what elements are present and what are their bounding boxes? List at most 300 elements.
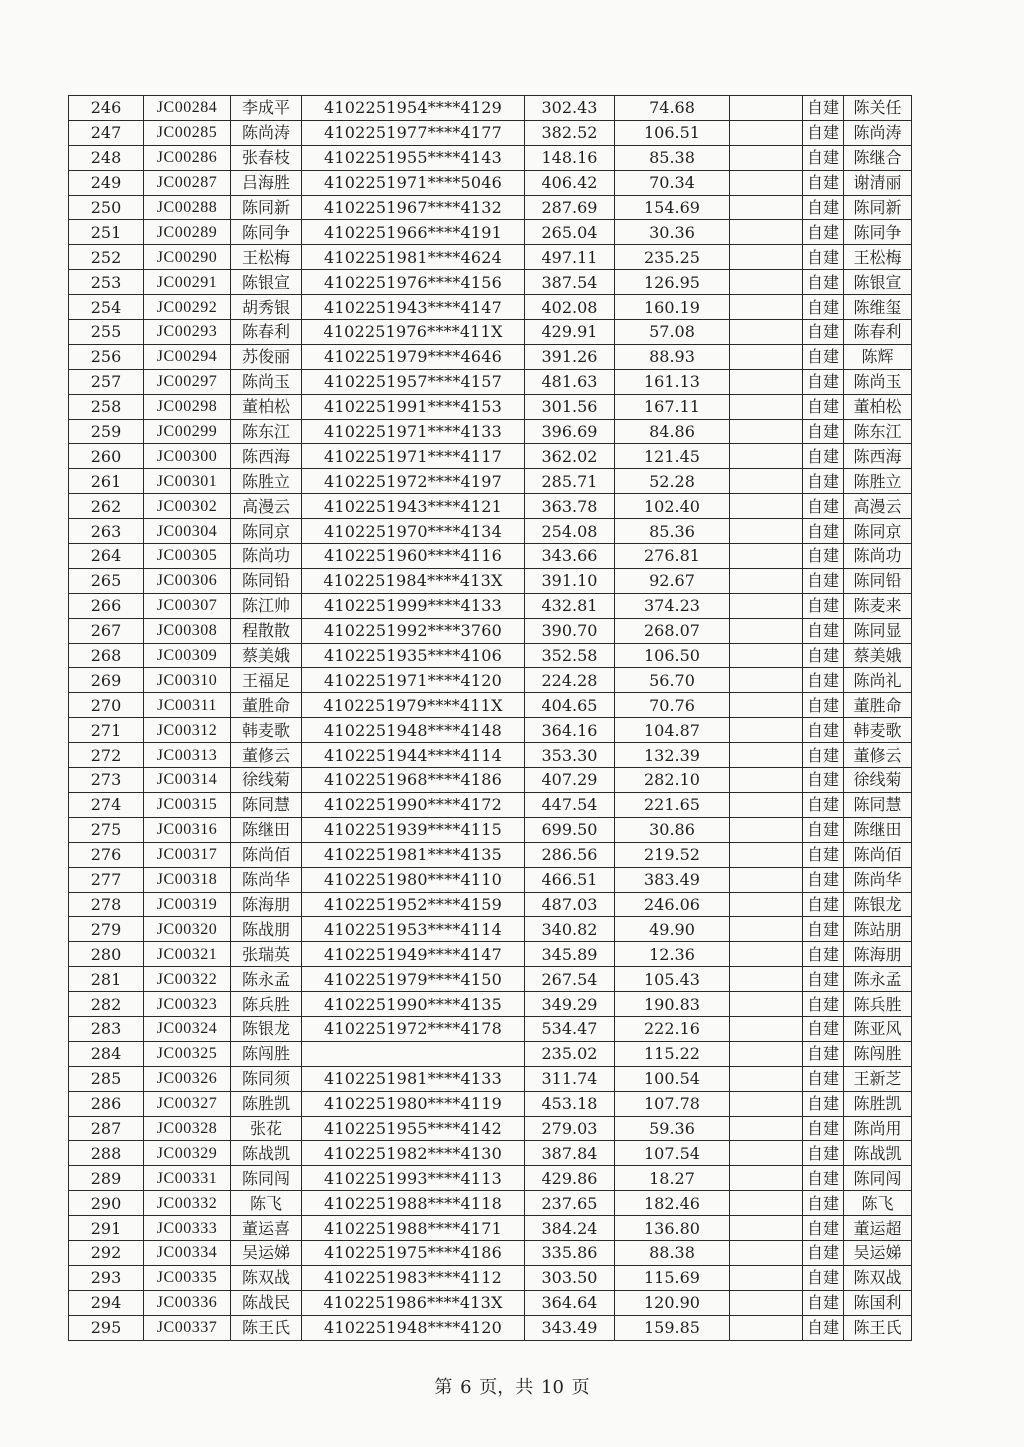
cell-area-2: 49.90 (615, 917, 730, 942)
cell-seq: 253 (69, 270, 144, 295)
cell-name: 陈西海 (231, 444, 302, 469)
cell-area-2: 70.76 (615, 693, 730, 718)
table-row (69, 270, 912, 295)
cell-seq: 259 (69, 419, 144, 444)
cell-name: 陈双战 (231, 1265, 302, 1290)
cell-owner: 董修云 (844, 743, 912, 768)
cell-name: 陈尚佰 (231, 842, 302, 867)
cell-owner: 陈同新 (844, 195, 912, 220)
cell-build-type: 自建 (803, 917, 844, 942)
cell-id-number: 4102251988****4118 (302, 1191, 525, 1216)
cell-code: JC00292 (144, 295, 231, 320)
cell-area-2: 121.45 (615, 444, 730, 469)
cell-name: 董柏松 (231, 394, 302, 419)
cell-area-1: 279.03 (525, 1116, 615, 1141)
cell-name: 高漫云 (231, 494, 302, 519)
cell-name: 陈尚华 (231, 867, 302, 892)
cell-code: JC00298 (144, 394, 231, 419)
cell-blank (730, 817, 803, 842)
cell-seq: 272 (69, 743, 144, 768)
table-row (69, 220, 912, 245)
cell-owner: 陈飞 (844, 1191, 912, 1216)
cell-blank (730, 1315, 803, 1340)
cell-area-2: 154.69 (615, 195, 730, 220)
cell-blank (730, 743, 803, 768)
cell-code: JC00290 (144, 245, 231, 270)
cell-build-type: 自建 (803, 1116, 844, 1141)
cell-owner: 陈王氏 (844, 1315, 912, 1340)
cell-name: 陈银龙 (231, 1016, 302, 1041)
cell-seq: 250 (69, 195, 144, 220)
cell-code: JC00317 (144, 842, 231, 867)
cell-owner: 董胜命 (844, 693, 912, 718)
cell-owner: 陈胜立 (844, 469, 912, 494)
cell-area-2: 74.68 (615, 96, 730, 121)
cell-name: 陈胜凯 (231, 1091, 302, 1116)
cell-name: 陈东江 (231, 419, 302, 444)
cell-owner: 董运超 (844, 1216, 912, 1241)
cell-id-number: 4102251993****4113 (302, 1166, 525, 1191)
cell-blank (730, 768, 803, 793)
table-row (69, 145, 912, 170)
cell-blank (730, 693, 803, 718)
cell-name: 徐线菊 (231, 768, 302, 793)
table-row (69, 593, 912, 618)
cell-owner: 陈胜凯 (844, 1091, 912, 1116)
cell-build-type: 自建 (803, 718, 844, 743)
cell-name: 董修云 (231, 743, 302, 768)
cell-seq: 277 (69, 867, 144, 892)
cell-area-1: 265.04 (525, 220, 615, 245)
cell-area-2: 161.13 (615, 369, 730, 394)
cell-code: JC00312 (144, 718, 231, 743)
cell-area-2: 52.28 (615, 469, 730, 494)
cell-code: JC00327 (144, 1091, 231, 1116)
cell-seq: 260 (69, 444, 144, 469)
cell-code: JC00329 (144, 1141, 231, 1166)
cell-area-2: 282.10 (615, 768, 730, 793)
table-row (69, 444, 912, 469)
cell-area-2: 12.36 (615, 942, 730, 967)
cell-area-1: 384.24 (525, 1216, 615, 1241)
cell-area-1: 481.63 (525, 369, 615, 394)
cell-area-2: 56.70 (615, 668, 730, 693)
cell-area-2: 374.23 (615, 593, 730, 618)
cell-code: JC00324 (144, 1016, 231, 1041)
cell-name: 韩麦歌 (231, 718, 302, 743)
cell-area-1: 447.54 (525, 792, 615, 817)
table-row (69, 320, 912, 345)
cell-code: JC00302 (144, 494, 231, 519)
cell-seq: 264 (69, 544, 144, 569)
cell-owner: 王松梅 (844, 245, 912, 270)
cell-area-1: 382.52 (525, 120, 615, 145)
cell-build-type: 自建 (803, 568, 844, 593)
table-row (69, 643, 912, 668)
table-row (69, 1166, 912, 1191)
cell-owner: 陈尚华 (844, 867, 912, 892)
cell-name: 陈同新 (231, 195, 302, 220)
register-table-body (69, 96, 912, 1341)
cell-code: JC00322 (144, 967, 231, 992)
cell-id-number: 4102251981****4624 (302, 245, 525, 270)
cell-blank (730, 519, 803, 544)
cell-code: JC00308 (144, 618, 231, 643)
cell-blank (730, 643, 803, 668)
cell-id-number: 4102251952****4159 (302, 892, 525, 917)
cell-area-2: 115.69 (615, 1265, 730, 1290)
cell-id-number: 4102251979****411X (302, 693, 525, 718)
cell-build-type: 自建 (803, 96, 844, 121)
register-table (68, 95, 912, 1341)
cell-owner: 陈关任 (844, 96, 912, 121)
cell-owner: 王新芝 (844, 1066, 912, 1091)
cell-owner: 陈同慧 (844, 792, 912, 817)
cell-id-number: 4102251935****4106 (302, 643, 525, 668)
cell-id-number: 4102251967****4132 (302, 195, 525, 220)
cell-area-2: 70.34 (615, 170, 730, 195)
cell-area-1: 353.30 (525, 743, 615, 768)
cell-code: JC00314 (144, 768, 231, 793)
cell-code: JC00326 (144, 1066, 231, 1091)
cell-build-type: 自建 (803, 967, 844, 992)
cell-blank (730, 1091, 803, 1116)
cell-id-number: 4102251975****4186 (302, 1240, 525, 1265)
cell-blank (730, 967, 803, 992)
cell-seq: 252 (69, 245, 144, 270)
cell-owner: 韩麦歌 (844, 718, 912, 743)
cell-blank (730, 170, 803, 195)
table-row (69, 369, 912, 394)
cell-owner: 谢清丽 (844, 170, 912, 195)
cell-area-2: 120.90 (615, 1290, 730, 1315)
cell-seq: 278 (69, 892, 144, 917)
cell-name: 陈同京 (231, 519, 302, 544)
cell-area-1: 349.29 (525, 992, 615, 1017)
cell-area-2: 85.38 (615, 145, 730, 170)
table-row (69, 394, 912, 419)
cell-area-1: 267.54 (525, 967, 615, 992)
cell-build-type: 自建 (803, 1315, 844, 1340)
cell-owner: 陈继合 (844, 145, 912, 170)
table-row (69, 170, 912, 195)
cell-build-type: 自建 (803, 1216, 844, 1241)
cell-owner: 陈同京 (844, 519, 912, 544)
cell-area-1: 391.10 (525, 568, 615, 593)
cell-seq: 269 (69, 668, 144, 693)
table-row (69, 519, 912, 544)
cell-id-number: 4102251948****4120 (302, 1315, 525, 1340)
cell-owner: 陈同铅 (844, 568, 912, 593)
table-row (69, 917, 912, 942)
cell-seq: 256 (69, 344, 144, 369)
cell-area-2: 182.46 (615, 1191, 730, 1216)
table-row (69, 992, 912, 1017)
cell-code: JC00328 (144, 1116, 231, 1141)
cell-code: JC00332 (144, 1191, 231, 1216)
cell-blank (730, 892, 803, 917)
cell-area-2: 246.06 (615, 892, 730, 917)
cell-code: JC00336 (144, 1290, 231, 1315)
cell-owner: 陈国利 (844, 1290, 912, 1315)
cell-blank (730, 245, 803, 270)
table-row (69, 419, 912, 444)
cell-name: 张瑞英 (231, 942, 302, 967)
cell-area-2: 190.83 (615, 992, 730, 1017)
cell-build-type: 自建 (803, 344, 844, 369)
cell-area-1: 362.02 (525, 444, 615, 469)
table-row (69, 1240, 912, 1265)
table-row (69, 494, 912, 519)
cell-code: JC00286 (144, 145, 231, 170)
cell-owner: 董柏松 (844, 394, 912, 419)
cell-owner: 陈西海 (844, 444, 912, 469)
cell-code: JC00297 (144, 369, 231, 394)
cell-blank (730, 120, 803, 145)
cell-name: 苏俊丽 (231, 344, 302, 369)
cell-blank (730, 544, 803, 569)
cell-area-1: 335.86 (525, 1240, 615, 1265)
cell-area-1: 404.65 (525, 693, 615, 718)
table-row (69, 867, 912, 892)
cell-build-type: 自建 (803, 120, 844, 145)
cell-code: JC00335 (144, 1265, 231, 1290)
cell-seq: 261 (69, 469, 144, 494)
table-row (69, 544, 912, 569)
cell-seq: 285 (69, 1066, 144, 1091)
cell-code: JC00300 (144, 444, 231, 469)
cell-owner: 陈麦来 (844, 593, 912, 618)
cell-seq: 262 (69, 494, 144, 519)
cell-build-type: 自建 (803, 320, 844, 345)
cell-area-1: 497.11 (525, 245, 615, 270)
cell-name: 陈继田 (231, 817, 302, 842)
cell-area-1: 487.03 (525, 892, 615, 917)
cell-owner: 陈东江 (844, 419, 912, 444)
cell-build-type: 自建 (803, 618, 844, 643)
cell-owner: 陈同争 (844, 220, 912, 245)
cell-owner: 陈辉 (844, 344, 912, 369)
cell-id-number: 4102251979****4646 (302, 344, 525, 369)
footer-page-number: 6 (460, 1377, 472, 1398)
cell-seq: 289 (69, 1166, 144, 1191)
cell-area-1: 254.08 (525, 519, 615, 544)
cell-seq: 248 (69, 145, 144, 170)
cell-id-number: 4102251968****4186 (302, 768, 525, 793)
cell-id-number: 4102251955****4142 (302, 1116, 525, 1141)
cell-area-2: 107.78 (615, 1091, 730, 1116)
cell-blank (730, 842, 803, 867)
cell-name: 陈胜立 (231, 469, 302, 494)
cell-area-1: 387.84 (525, 1141, 615, 1166)
cell-area-1: 235.02 (525, 1041, 615, 1066)
cell-blank (730, 792, 803, 817)
cell-name: 陈同铅 (231, 568, 302, 593)
cell-build-type: 自建 (803, 195, 844, 220)
cell-area-2: 235.25 (615, 245, 730, 270)
cell-seq: 257 (69, 369, 144, 394)
cell-area-2: 88.38 (615, 1240, 730, 1265)
cell-seq: 271 (69, 718, 144, 743)
cell-area-2: 105.43 (615, 967, 730, 992)
cell-code: JC00291 (144, 270, 231, 295)
cell-seq: 270 (69, 693, 144, 718)
cell-blank (730, 195, 803, 220)
cell-build-type: 自建 (803, 469, 844, 494)
cell-seq: 282 (69, 992, 144, 1017)
cell-owner: 陈闯胜 (844, 1041, 912, 1066)
cell-name: 董运喜 (231, 1216, 302, 1241)
cell-build-type: 自建 (803, 842, 844, 867)
cell-name: 张花 (231, 1116, 302, 1141)
cell-name: 陈同争 (231, 220, 302, 245)
cell-id-number: 4102251986****413X (302, 1290, 525, 1315)
cell-code: JC00285 (144, 120, 231, 145)
cell-seq: 267 (69, 618, 144, 643)
cell-area-2: 115.22 (615, 1041, 730, 1066)
cell-build-type: 自建 (803, 792, 844, 817)
cell-seq: 286 (69, 1091, 144, 1116)
cell-id-number: 4102251939****4115 (302, 817, 525, 842)
cell-id-number: 4102251970****4134 (302, 519, 525, 544)
table-row (69, 568, 912, 593)
cell-name: 董胜命 (231, 693, 302, 718)
cell-build-type: 自建 (803, 693, 844, 718)
cell-build-type: 自建 (803, 369, 844, 394)
cell-id-number: 4102251955****4143 (302, 145, 525, 170)
cell-area-1: 364.64 (525, 1290, 615, 1315)
cell-code: JC00293 (144, 320, 231, 345)
cell-name: 王福足 (231, 668, 302, 693)
cell-area-2: 276.81 (615, 544, 730, 569)
cell-blank (730, 718, 803, 743)
cell-area-2: 160.19 (615, 295, 730, 320)
cell-code: JC00321 (144, 942, 231, 967)
cell-area-1: 148.16 (525, 145, 615, 170)
cell-seq: 254 (69, 295, 144, 320)
table-row (69, 1265, 912, 1290)
cell-name: 陈王氏 (231, 1315, 302, 1340)
table-row (69, 1066, 912, 1091)
cell-name: 陈春利 (231, 320, 302, 345)
cell-id-number: 4102251944****4114 (302, 743, 525, 768)
cell-seq: 283 (69, 1016, 144, 1041)
cell-area-1: 432.81 (525, 593, 615, 618)
cell-area-2: 30.86 (615, 817, 730, 842)
cell-area-1: 429.86 (525, 1166, 615, 1191)
cell-area-2: 100.54 (615, 1066, 730, 1091)
cell-code: JC00305 (144, 544, 231, 569)
cell-id-number: 4102251948****4148 (302, 718, 525, 743)
cell-seq: 276 (69, 842, 144, 867)
cell-id-number: 4102251972****4178 (302, 1016, 525, 1041)
cell-seq: 280 (69, 942, 144, 967)
cell-area-1: 345.89 (525, 942, 615, 967)
cell-id-number: 4102251943****4147 (302, 295, 525, 320)
cell-owner: 陈战凯 (844, 1141, 912, 1166)
cell-code: JC00287 (144, 170, 231, 195)
cell-id-number: 4102251949****4147 (302, 942, 525, 967)
cell-seq: 246 (69, 96, 144, 121)
cell-area-1: 343.66 (525, 544, 615, 569)
table-row (69, 892, 912, 917)
cell-area-1: 387.54 (525, 270, 615, 295)
table-row (69, 1216, 912, 1241)
cell-blank (730, 593, 803, 618)
cell-seq: 288 (69, 1141, 144, 1166)
cell-id-number: 4102251992****3760 (302, 618, 525, 643)
cell-name: 陈战凯 (231, 1141, 302, 1166)
cell-owner: 陈兵胜 (844, 992, 912, 1017)
table-row (69, 469, 912, 494)
table-row (69, 618, 912, 643)
cell-name: 程散散 (231, 618, 302, 643)
cell-area-1: 340.82 (525, 917, 615, 942)
cell-owner: 陈尚佰 (844, 842, 912, 867)
cell-build-type: 自建 (803, 145, 844, 170)
cell-code: JC00294 (144, 344, 231, 369)
cell-name: 陈尚涛 (231, 120, 302, 145)
cell-code: JC00320 (144, 917, 231, 942)
cell-build-type: 自建 (803, 295, 844, 320)
cell-owner: 陈春利 (844, 320, 912, 345)
cell-build-type: 自建 (803, 170, 844, 195)
cell-blank (730, 270, 803, 295)
cell-area-2: 92.67 (615, 568, 730, 593)
cell-blank (730, 1041, 803, 1066)
cell-area-1: 364.16 (525, 718, 615, 743)
cell-area-2: 268.07 (615, 618, 730, 643)
table-row (69, 1091, 912, 1116)
cell-id-number: 4102251971****4117 (302, 444, 525, 469)
cell-seq: 287 (69, 1116, 144, 1141)
cell-name: 张春枝 (231, 145, 302, 170)
cell-area-1: 453.18 (525, 1091, 615, 1116)
table-row (69, 120, 912, 145)
cell-seq: 294 (69, 1290, 144, 1315)
cell-area-1: 429.91 (525, 320, 615, 345)
cell-code: JC00307 (144, 593, 231, 618)
cell-blank (730, 867, 803, 892)
cell-code: JC00310 (144, 668, 231, 693)
cell-owner: 陈尚涛 (844, 120, 912, 145)
cell-build-type: 自建 (803, 1141, 844, 1166)
cell-name: 陈银宣 (231, 270, 302, 295)
cell-build-type: 自建 (803, 519, 844, 544)
table-row (69, 792, 912, 817)
cell-build-type: 自建 (803, 668, 844, 693)
cell-seq: 258 (69, 394, 144, 419)
cell-area-2: 383.49 (615, 867, 730, 892)
cell-code: JC00313 (144, 743, 231, 768)
cell-owner: 吴运娣 (844, 1240, 912, 1265)
cell-id-number: 4102251981****4133 (302, 1066, 525, 1091)
footer-prefix: 第 (434, 1377, 453, 1398)
cell-seq: 290 (69, 1191, 144, 1216)
cell-blank (730, 1116, 803, 1141)
cell-blank (730, 568, 803, 593)
cell-code: JC00301 (144, 469, 231, 494)
cell-build-type: 自建 (803, 768, 844, 793)
cell-blank (730, 295, 803, 320)
cell-build-type: 自建 (803, 817, 844, 842)
cell-id-number: 4102251988****4171 (302, 1216, 525, 1241)
cell-id-number: 4102251971****5046 (302, 170, 525, 195)
cell-build-type: 自建 (803, 743, 844, 768)
cell-code: JC00319 (144, 892, 231, 917)
cell-area-2: 106.51 (615, 120, 730, 145)
cell-blank (730, 145, 803, 170)
